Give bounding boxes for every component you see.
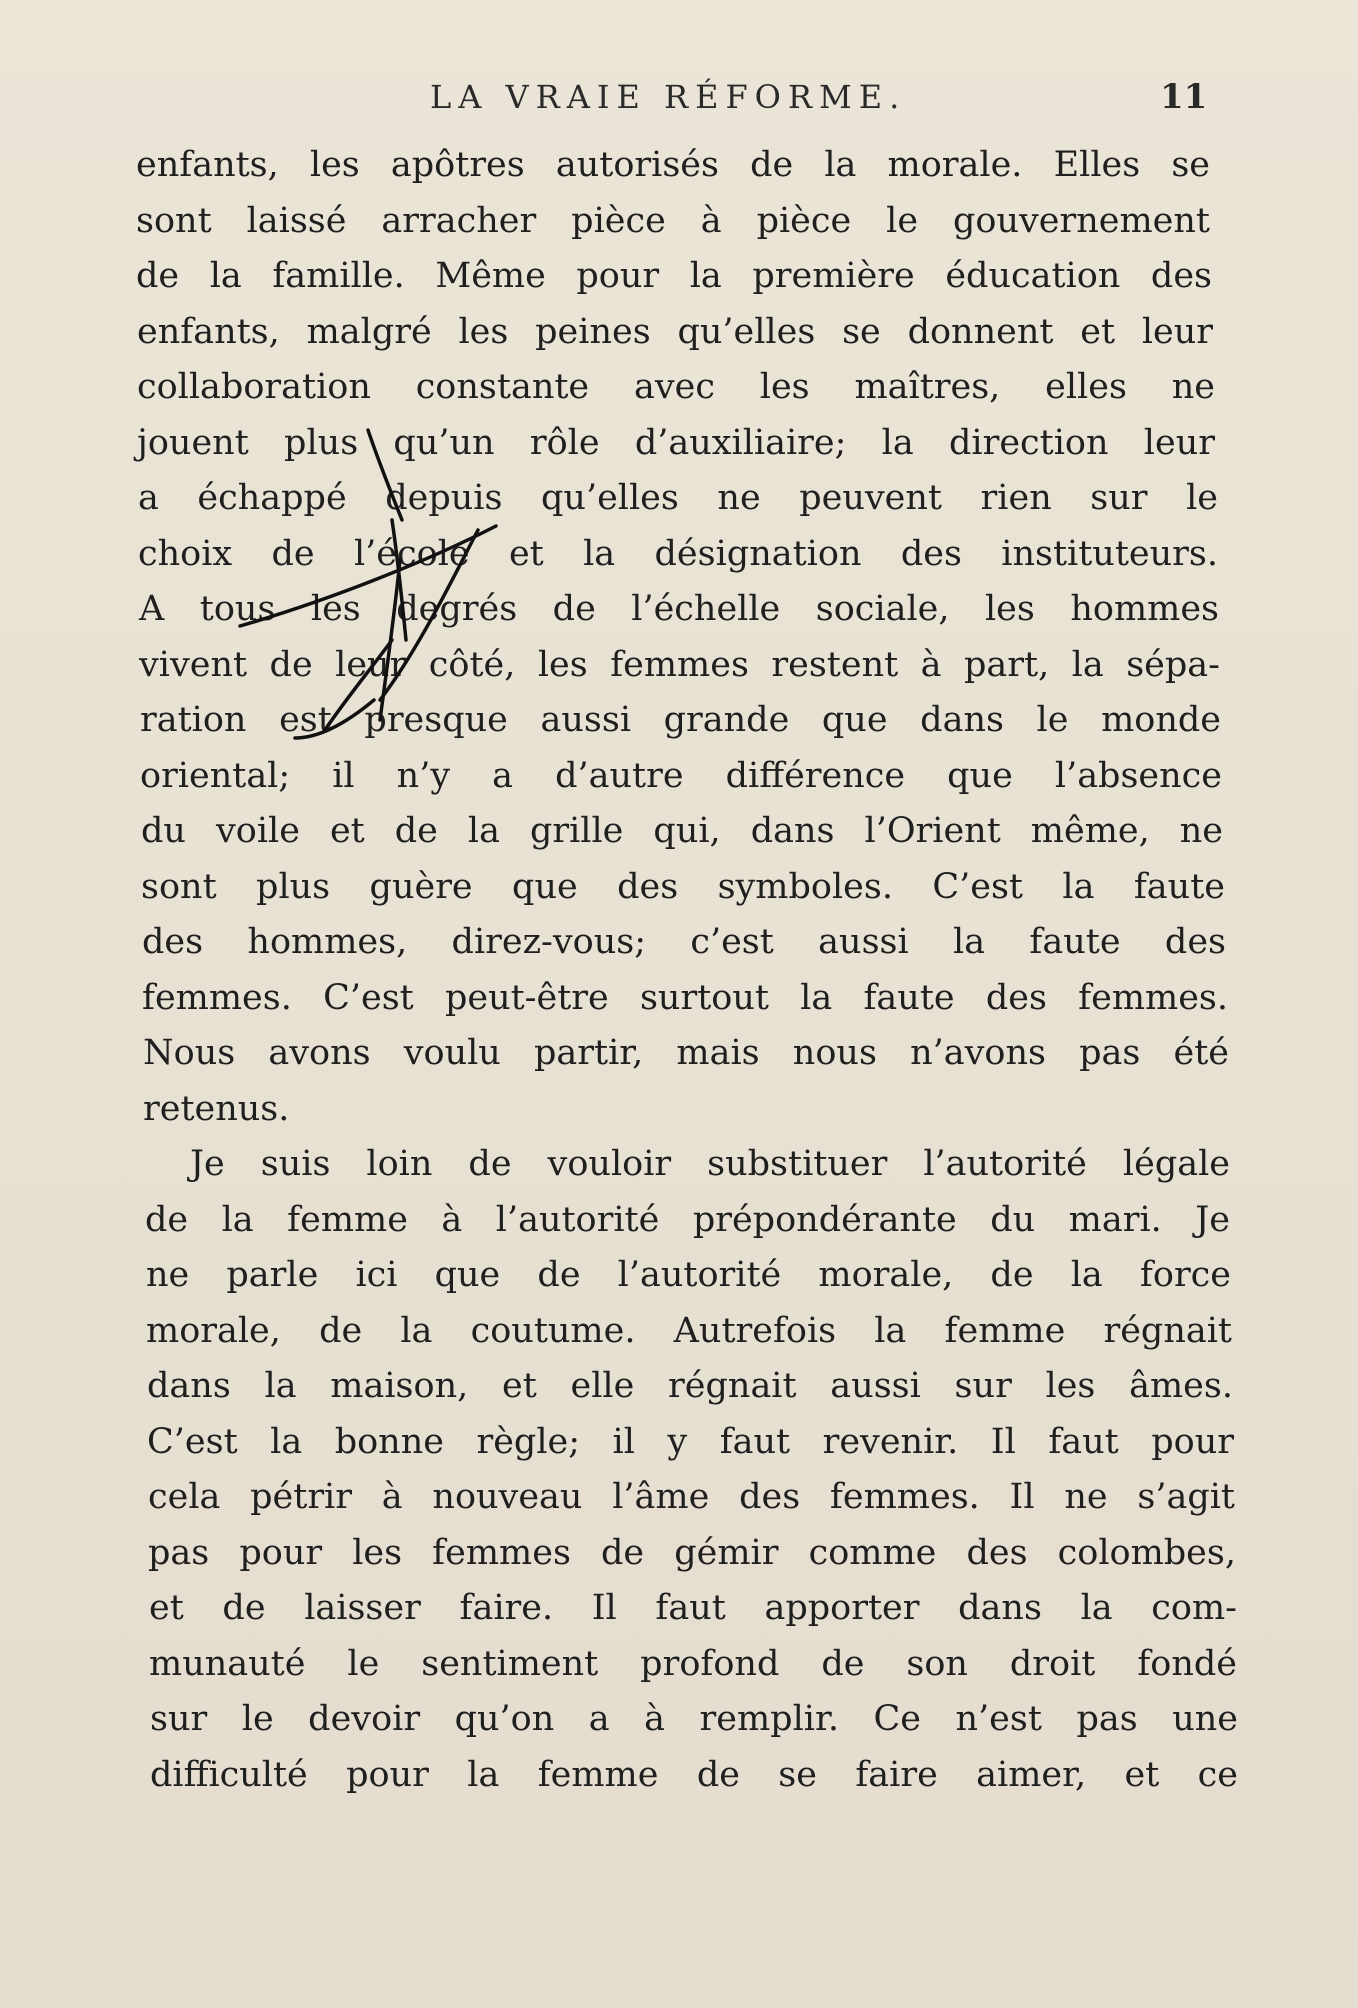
text-line: vivent de leur côté, les femmes restent à part, la sépa- bbox=[139, 644, 1220, 685]
text-line: morale, de la coutume. Autrefois la femme régnait bbox=[146, 1310, 1232, 1351]
text-line: et de laisser faire. Il faut apporter dans la com- bbox=[149, 1588, 1237, 1628]
text-line: des hommes, direz-vous; c’est aussi la faute des bbox=[142, 922, 1226, 962]
text-line: sur le devoir qu’on a à remplir. Ce n’est pas une bbox=[150, 1699, 1238, 1739]
text-line: de la femme à l’autorité prépondérante du mari. Je bbox=[145, 1199, 1230, 1240]
text-line: de la famille. Même pour la première éducation des bbox=[136, 256, 1212, 296]
running-title: LA VRAIE RÉFORME. bbox=[430, 78, 907, 116]
text-line: du voile et de la grille qui, dans l’Orient même, ne bbox=[141, 811, 1223, 851]
text-line: sont laissé arracher pièce à pièce le gouvernement bbox=[136, 200, 1210, 241]
text-line: ne parle ici que de l’autorité morale, de la force bbox=[146, 1255, 1231, 1295]
text-line: difficulté pour la femme de se faire aimer, et ce bbox=[150, 1754, 1238, 1795]
page-number: 11 bbox=[1160, 77, 1208, 117]
text-line: Nous avons voulu partir, mais nous n’avons pas été bbox=[143, 1033, 1229, 1073]
text-line: enfants, les apôtres autorisés de la morale. Elles se bbox=[136, 145, 1210, 185]
text-line: C’est la bonne règle; il y faut revenir. Il faut pour bbox=[147, 1421, 1234, 1462]
running-head bbox=[0, 72, 1358, 122]
text-line: enfants, malgré les peines qu’elles se donnent et leur bbox=[137, 311, 1213, 352]
text-line: oriental; il n’y a d’autre différence que l’absence bbox=[140, 755, 1222, 796]
text-line: Je suis loin de vouloir substituer l’autorité légale bbox=[190, 1144, 1230, 1184]
text-line: femmes. C’est peut-être surtout la faute des femmes. bbox=[142, 977, 1228, 1018]
text-line: dans la maison, et elle régnait aussi sur les âmes. bbox=[147, 1366, 1233, 1406]
text-line: pas pour les femmes de gémir comme des colombes, bbox=[148, 1532, 1236, 1573]
text-line: a échappé depuis qu’elles ne peuvent rien sur le bbox=[138, 478, 1218, 518]
text-line: jouent plus qu’un rôle d’auxiliaire; la direction leur bbox=[137, 422, 1215, 463]
text-line: A tous les degrés de l’échelle sociale, les hommes bbox=[139, 589, 1219, 629]
text-line: munauté le sentiment profond de son droit fondé bbox=[149, 1643, 1237, 1684]
text-line: choix de l’école et la désignation des instituteurs. bbox=[138, 533, 1218, 574]
text-line: sont plus guère que des symboles. C’est la faute bbox=[141, 866, 1225, 907]
text-line: retenus. bbox=[143, 1088, 290, 1129]
text-line: collaboration constante avec les maîtres, elles ne bbox=[137, 367, 1215, 407]
text-line: ration est presque aussi grande que dans le monde bbox=[140, 700, 1221, 740]
text-line: cela pétrir à nouveau l’âme des femmes. Il ne s’agit bbox=[148, 1477, 1235, 1517]
